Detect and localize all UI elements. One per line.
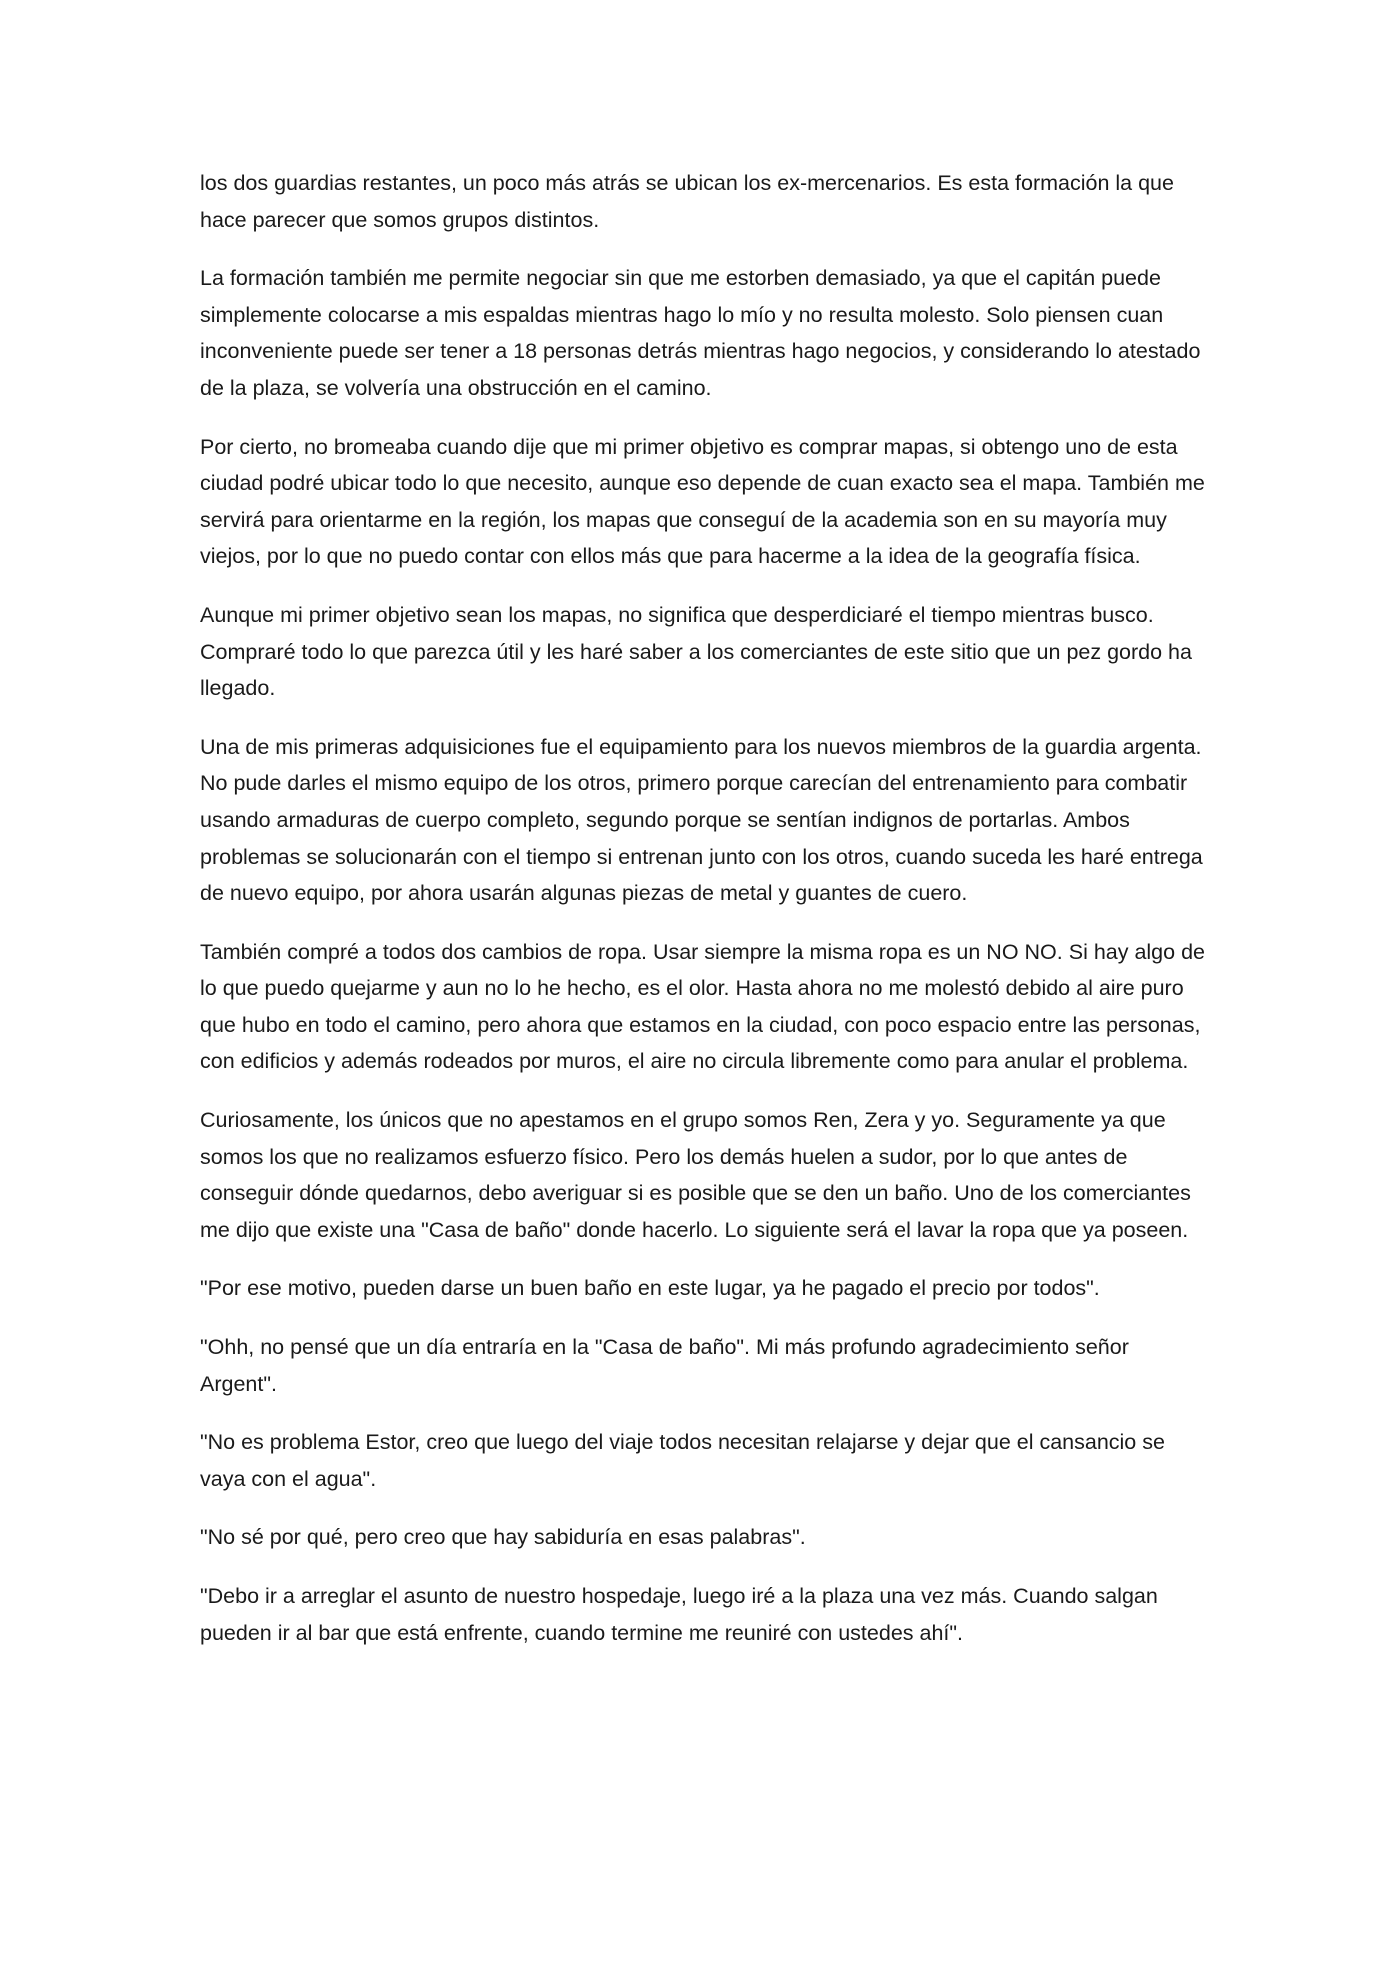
dialogue-line: "No sé por qué, pero creo que hay sabiduría en esas palabras". bbox=[200, 1525, 806, 1550]
dialogue-line: "Debo ir a arreglar el asunto de nuestro hospedaje, luego iré a la plaza una vez más. Cuando salgan pueden ir al bar que está enfrente, cuando termine me reuniré con ustedes ahí". bbox=[200, 1584, 1158, 1645]
paragraph: La formación también me permite negociar sin que me estorben demasiado, ya que el capitán puede simplemente colocarse a mis espaldas mientras hago lo mío y no resulta molesto. Solo piensen cuan inconveniente puede ser tener a 18 personas detrás mientras hago negocios, y considerando lo atestado de la plaza, se volvería una obstrucción en el camino. bbox=[200, 266, 1201, 400]
dialogue-line: "Ohh, no pensé que un día entraría en la "Casa de baño". Mi más profundo agradecimiento señor Argent". bbox=[200, 1335, 1129, 1396]
paragraph: Aunque mi primer objetivo sean los mapas, no significa que desperdiciaré el tiempo mientras busco. Compraré todo lo que parezca útil y les haré saber a los comerciantes de este sitio que un pez gordo ha llegado. bbox=[200, 602, 1192, 701]
paragraph: Por cierto, no bromeaba cuando dije que mi primer objetivo es comprar mapas, si obtengo uno de esta ciudad podré ubicar todo lo que necesito, aunque eso depende de cuan exacto sea el mapa. También me servirá para orientarme en la región, los mapas que conseguí de la academia son en su mayoría muy viejos, por lo que no puedo contar con ellos más que para hacerme a la idea de la geografía física. bbox=[200, 434, 1205, 569]
paragraph: Una de mis primeras adquisiciones fue el equipamiento para los nuevos miembros de la guardia argenta. No pude darles el mismo equipo de los otros, primero porque carecían del entrenamiento para combatir usando armaduras de cuerpo completo, segundo porque se sentían indignos de portarlas. Ambos problemas se solucionarán con el tiempo si entrenan junto con los otros, cuando suceda les haré entrega de nuevo equipo, por ahora usarán algunas piezas de metal y guantes de cuero. bbox=[200, 734, 1203, 906]
document-body bbox=[200, 165, 1210, 1673]
dialogue-line: "No es problema Estor, creo que luego del viaje todos necesitan relajarse y dejar que el cansancio se vaya con el agua". bbox=[200, 1430, 1165, 1491]
paragraph: los dos guardias restantes, un poco más atrás se ubican los ex-mercenarios. Es esta formación la que hace parecer que somos grupos distintos. bbox=[200, 171, 1174, 232]
paragraph: Curiosamente, los únicos que no apestamos en el grupo somos Ren, Zera y yo. Seguramente ya que somos los que no realizamos esfuerzo físico. Pero los demás huelen a sudor, por lo que antes de conseguir dónde quedarnos, debo averiguar si es posible que se den un baño. Uno de los comerciantes me dijo que existe una "Casa de baño" donde hacerlo. Lo siguiente será el lavar la ropa que ya poseen. bbox=[200, 1108, 1191, 1242]
paragraph: También compré a todos dos cambios de ropa. Usar siempre la misma ropa es un NO NO. Si hay algo de lo que puedo quejarme y aun no lo he hecho, es el olor. Hasta ahora no me molestó debido al aire puro que hubo en todo el camino, pero ahora que estamos en la ciudad, con poco espacio entre las personas, con edificios y además rodeados por muros, el aire no circula libremente como para anular el problema. bbox=[200, 939, 1205, 1074]
dialogue-line: "Por ese motivo, pueden darse un buen baño en este lugar, ya he pagado el precio por todos". bbox=[200, 1276, 1100, 1301]
